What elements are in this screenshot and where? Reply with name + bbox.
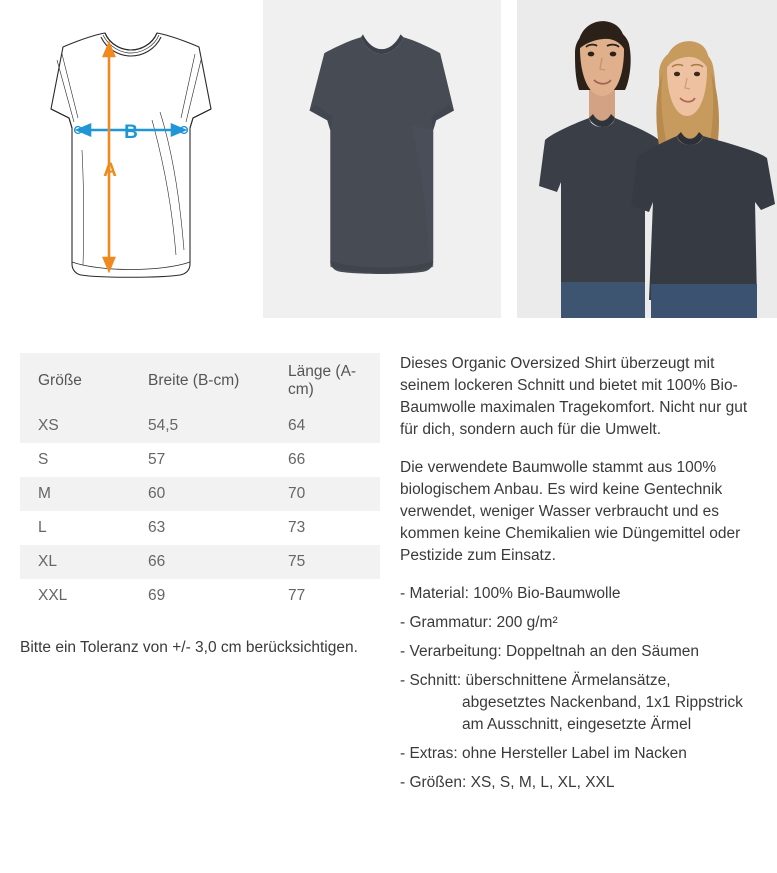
cell-size: M xyxy=(20,477,130,511)
spec-subtext: abgesetztes Nackenband, 1x1 Rippstrick am Ausschnitt, eingesetzte Ärmel xyxy=(462,694,743,733)
size-table-header-row xyxy=(20,353,380,409)
table-row xyxy=(20,579,380,613)
product-photo-inner xyxy=(263,0,500,318)
cell-length: 64 xyxy=(270,409,380,443)
measure-b-label: B xyxy=(124,122,138,143)
table-row xyxy=(20,443,380,477)
header-width: Breite (B-cm) xyxy=(130,353,270,409)
header-length: Länge (A-cm) xyxy=(270,353,380,409)
size-table-column xyxy=(0,353,400,801)
cell-length: 77 xyxy=(270,579,380,613)
cell-size: XS xyxy=(20,409,130,443)
image-gallery xyxy=(0,0,777,318)
spec-text: - Material: 100% Bio-Baumwolle xyxy=(400,585,621,602)
cell-width: 69 xyxy=(130,579,270,613)
cell-size: XL xyxy=(20,545,130,579)
table-row xyxy=(20,545,380,579)
size-table-head xyxy=(20,353,380,409)
details-section xyxy=(0,353,777,801)
measure-a-arrow xyxy=(104,44,114,270)
spec-item-extras xyxy=(400,743,767,765)
spec-item-schnitt xyxy=(400,670,767,736)
description-column xyxy=(400,353,777,801)
model-photo-image[interactable] xyxy=(517,0,777,318)
spec-item-groessen xyxy=(400,772,767,794)
size-table-body xyxy=(20,409,380,613)
technical-drawing-image[interactable] xyxy=(0,0,255,318)
spec-list xyxy=(400,583,767,794)
cell-size: XXL xyxy=(20,579,130,613)
cell-width: 54,5 xyxy=(130,409,270,443)
spec-text: - Extras: ohne Hersteller Label im Nacken xyxy=(400,745,687,762)
header-size: Größe xyxy=(20,353,130,409)
cell-length: 73 xyxy=(270,511,380,545)
tshirt-technical-svg xyxy=(0,0,255,318)
table-row xyxy=(20,409,380,443)
tolerance-note: Bitte ein Toleranz von +/- 3,0 cm berücksichtigen. xyxy=(20,639,358,656)
spec-item-grammatur xyxy=(400,612,767,634)
cell-length: 66 xyxy=(270,443,380,477)
description-paragraph-2: Die verwendete Baumwolle stammt aus 100% biologischem Anbau. Es wird keine Gentechnik verwendet, weniger Wasser verbraucht und es kommen keine Chemikalien wie Düngemittel oder Pestizide zum Einsatz. xyxy=(400,459,741,564)
product-photo-image[interactable] xyxy=(263,0,500,318)
size-table xyxy=(20,353,380,613)
cell-width: 63 xyxy=(130,511,270,545)
cell-width: 66 xyxy=(130,545,270,579)
spec-text: - Schnitt: überschnittene Ärmelansätze, xyxy=(400,672,671,689)
cell-length: 75 xyxy=(270,545,380,579)
cell-width: 60 xyxy=(130,477,270,511)
models-svg xyxy=(517,0,777,318)
cell-size: L xyxy=(20,511,130,545)
description-paragraph-1: Dieses Organic Oversized Shirt überzeugt mit seinem lockeren Schnitt und bietet mit 100% Bio-Baumwolle maximalen Tragekomfort. Nicht nur gut für dich, sondern auch für die Umwelt. xyxy=(400,355,748,438)
model-photo-inner xyxy=(517,0,777,318)
table-row xyxy=(20,477,380,511)
measure-a-label: A xyxy=(103,160,117,181)
tshirt-product-svg xyxy=(263,0,500,318)
cell-size: S xyxy=(20,443,130,477)
spec-text: - Größen: XS, S, M, L, XL, XXL xyxy=(400,774,615,791)
spec-item-verarbeitung xyxy=(400,641,767,663)
cell-width: 57 xyxy=(130,443,270,477)
spec-item-material xyxy=(400,583,767,605)
spec-text: - Verarbeitung: Doppeltnah an den Säumen xyxy=(400,643,700,660)
cell-length: 70 xyxy=(270,477,380,511)
spec-text: - Grammatur: 200 g/m² xyxy=(400,614,558,631)
table-row xyxy=(20,511,380,545)
